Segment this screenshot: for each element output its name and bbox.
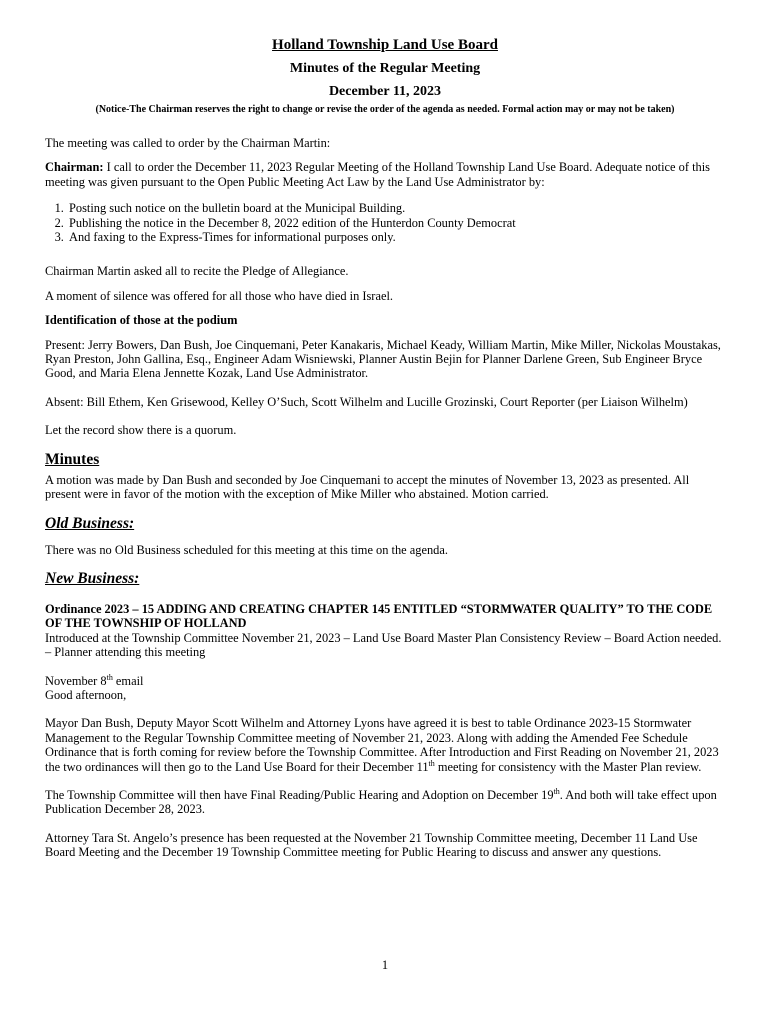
podium-heading: Identification of those at the podium [45,313,238,328]
agenda-notice: (Notice-The Chairman reserves the right to change or revise the order of the agenda as needed. Formal action may or may not be taken) [95,104,675,115]
called-to-order: The meeting was called to order by the Chairman Martin: [45,136,331,150]
email-paragraph-3: Attorney Tara St. Angelo’s presence has been requested at the November 21 Township Committee meeting, December 11 Land Use Board Meeting and the December 19 Township Committee meeting for Public Hearing to discuss and answer any questions. [45,830,698,860]
email-paragraph-1: Mayor Dan Bush, Deputy Mayor Scott Wilhelm and Attorney Lyons have agreed it is best to table Ordinance 2023-15 Stormwater Management to the Regular Township Committee meeting of November 21, 2023. Along with adding the Amended Fee Schedule Ordinance that is forth coming for review before the Township Committee. After Introduction and First Reading on November 21, 2023 the two ordinances will then go to the Land Use Board for their December 11th meeting for consistency with the Master Plan review. [45,716,719,774]
old-business-text: There was no Old Business scheduled for this meeting at this time on the agenda. [45,542,448,557]
silence-text: A moment of silence was offered for all those who have died in Israel. [45,288,393,303]
minutes-text: A motion was made by Dan Bush and seconded by Joe Cinquemani to accept the minutes of November 13, 2023 as presented. All present were in favor of the motion with the exception of Mike Miller who abstained. Motion carried. [45,472,690,502]
document-title: Holland Township Land Use Board [272,37,498,53]
list-item: 2. Publishing the notice in the December 8, 2022 edition of the Hunterdon County Democrat [67,216,725,230]
chairman-label: Chairman: [45,160,104,175]
pledge-text: Chairman Martin asked all to recite the Pledge of Allegiance. [45,264,349,279]
quorum-text: Let the record show there is a quorum. [45,423,237,438]
ordinance-introduced: Introduced at the Township Committee November 21, 2023 – Land Use Board Master Plan Consistency Review – Board Action needed. – Planner attending this meeting [45,630,722,660]
page-number: 1 [381,958,389,972]
document-subtitle: Minutes of the Regular Meeting [289,61,481,76]
old-business-heading: Old Business: [45,514,135,532]
email-paragraph-2: The Township Committee will then have Final Reading/Public Hearing and Adoption on December 19th. And both will take effect upon Publication December 28, 2023. [45,786,717,817]
present-list: Present: Jerry Bowers, Dan Bush, Joe Cinquemani, Peter Kanakaris, Michael Keady, William Martin, Mike Miller, Nickolas Moustakas, Ryan Preston, John Gallina, Esq., Engineer Adam Wisniewski, Planner Austin Bejin for Planner Darlene Green, Sub Engineer Bryce Good, and Maria Elena Jennette Kozak, Land Use Administrator. [45,337,721,381]
chairman-statement [45,160,725,189]
list-item: 1. Posting such notice on the bulletin board at the Municipal Building. [67,201,725,215]
document-page [45,36,725,860]
email-date: November 8th email [45,672,144,688]
meeting-date: December 11, 2023 [328,84,442,99]
absent-list: Absent: Bill Ethem, Ken Grisewood, Kelley O’Such, Scott Wilhelm and Lucille Grozinski, Court Reporter (per Liaison Wilhelm) [45,394,688,409]
minutes-heading: Minutes [45,450,100,468]
ordinance-title: Ordinance 2023 – 15 ADDING AND CREATING CHAPTER 145 ENTITLED “STORMWATER QUALITY” TO THE CODE OF THE TOWNSHIP OF HOLLAND [45,601,713,631]
list-item: 3. And faxing to the Express-Times for informational purposes only. [67,230,725,244]
chairman-text: I call to order the December 11, 2023 Regular Meeting of the Holland Township Land Use Board. Adequate notice of this meeting was given pursuant to the Open Public Meeting Act Law by the Land Use Administrator by: [45,160,710,189]
notice-list [45,201,725,244]
email-greeting: Good afternoon, [45,687,127,702]
new-business-heading: New Business: [45,569,140,587]
